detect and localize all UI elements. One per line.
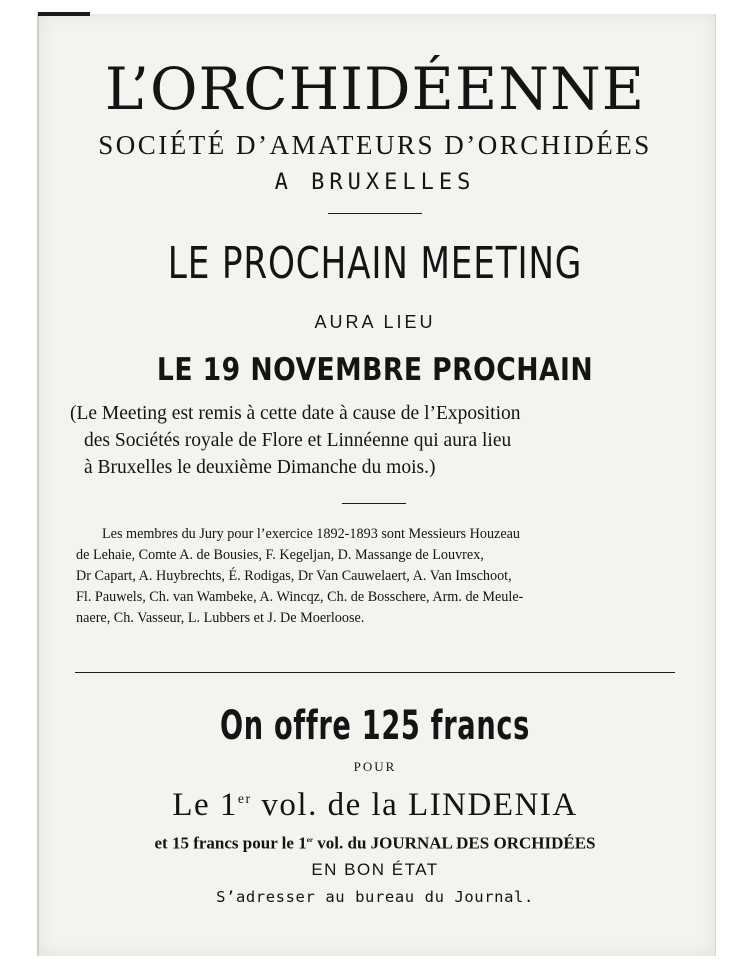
scan-edge-mark [38, 12, 90, 16]
divider-bottom [75, 672, 675, 673]
divider-top [328, 213, 422, 214]
society-title: L’ORCHIDÉENNE [104, 55, 646, 123]
offer-lindenia-sup: er [237, 791, 252, 806]
jury-paragraph [76, 524, 676, 629]
meeting-note-line: des Sociétés royale de Flore et Linnéenne qui aura lieu [84, 430, 512, 451]
offer-pour: POUR [353, 759, 397, 774]
jury-line: naere, Ch. Vasseur, L. Lubbers et J. De Moerloose. [76, 610, 365, 626]
meeting-note [70, 400, 680, 481]
jury-line: de Lehaie, Comte A. de Bousies, F. Kegeljan, D. Massange de Louvrex, [76, 547, 484, 563]
meeting-date: LE 19 NOVEMBRE PROCHAIN [156, 352, 594, 388]
jury-line: Fl. Pauwels, Ch. van Wambeke, A. Wincqz, Ch. de Bosschere, Arm. de Meule- [76, 589, 524, 605]
jury-line: Dr Capart, A. Huybrechts, É. Rodigas, Dr Van Cauwelaert, A. Van Imschoot, [76, 568, 512, 584]
society-subtitle: SOCIÉTÉ D’AMATEURS D’ORCHIDÉES [98, 130, 652, 160]
offer-condition: EN BON ÉTAT [311, 860, 439, 879]
meeting-note-line: à Bruxelles le deuxième Dimanche du mois.) [84, 457, 436, 478]
jury-line: Les membres du Jury pour l’exercice 1892-1893 sont Messieurs Houzeau [102, 526, 521, 542]
meeting-note-line: (Le Meeting est remis à cette date à cause de l’Exposition [70, 403, 521, 424]
meeting-aura-lieu: AURA LIEU [314, 312, 436, 332]
society-city: A BRUXELLES [274, 170, 476, 195]
offer-lindenia-pre: Le 1 [172, 787, 238, 823]
offer-journal-post: vol. du JOURNAL DES ORCHIDÉES [313, 833, 596, 853]
meeting-headline: LE PROCHAIN MEETING [167, 238, 583, 289]
offer-journal [0, 828, 750, 856]
offer-lindenia-post: vol. de la LINDENIA [251, 787, 578, 823]
offer-headline: On offre 125 francs [219, 703, 531, 749]
divider-middle [342, 503, 406, 504]
offer-contact: S’adresser au bureau du Journal. [216, 888, 534, 906]
offer-lindenia [0, 778, 750, 826]
offer-journal-pre: et 15 francs pour le 1 [154, 833, 307, 853]
offer-journal-sup: er [306, 836, 314, 844]
